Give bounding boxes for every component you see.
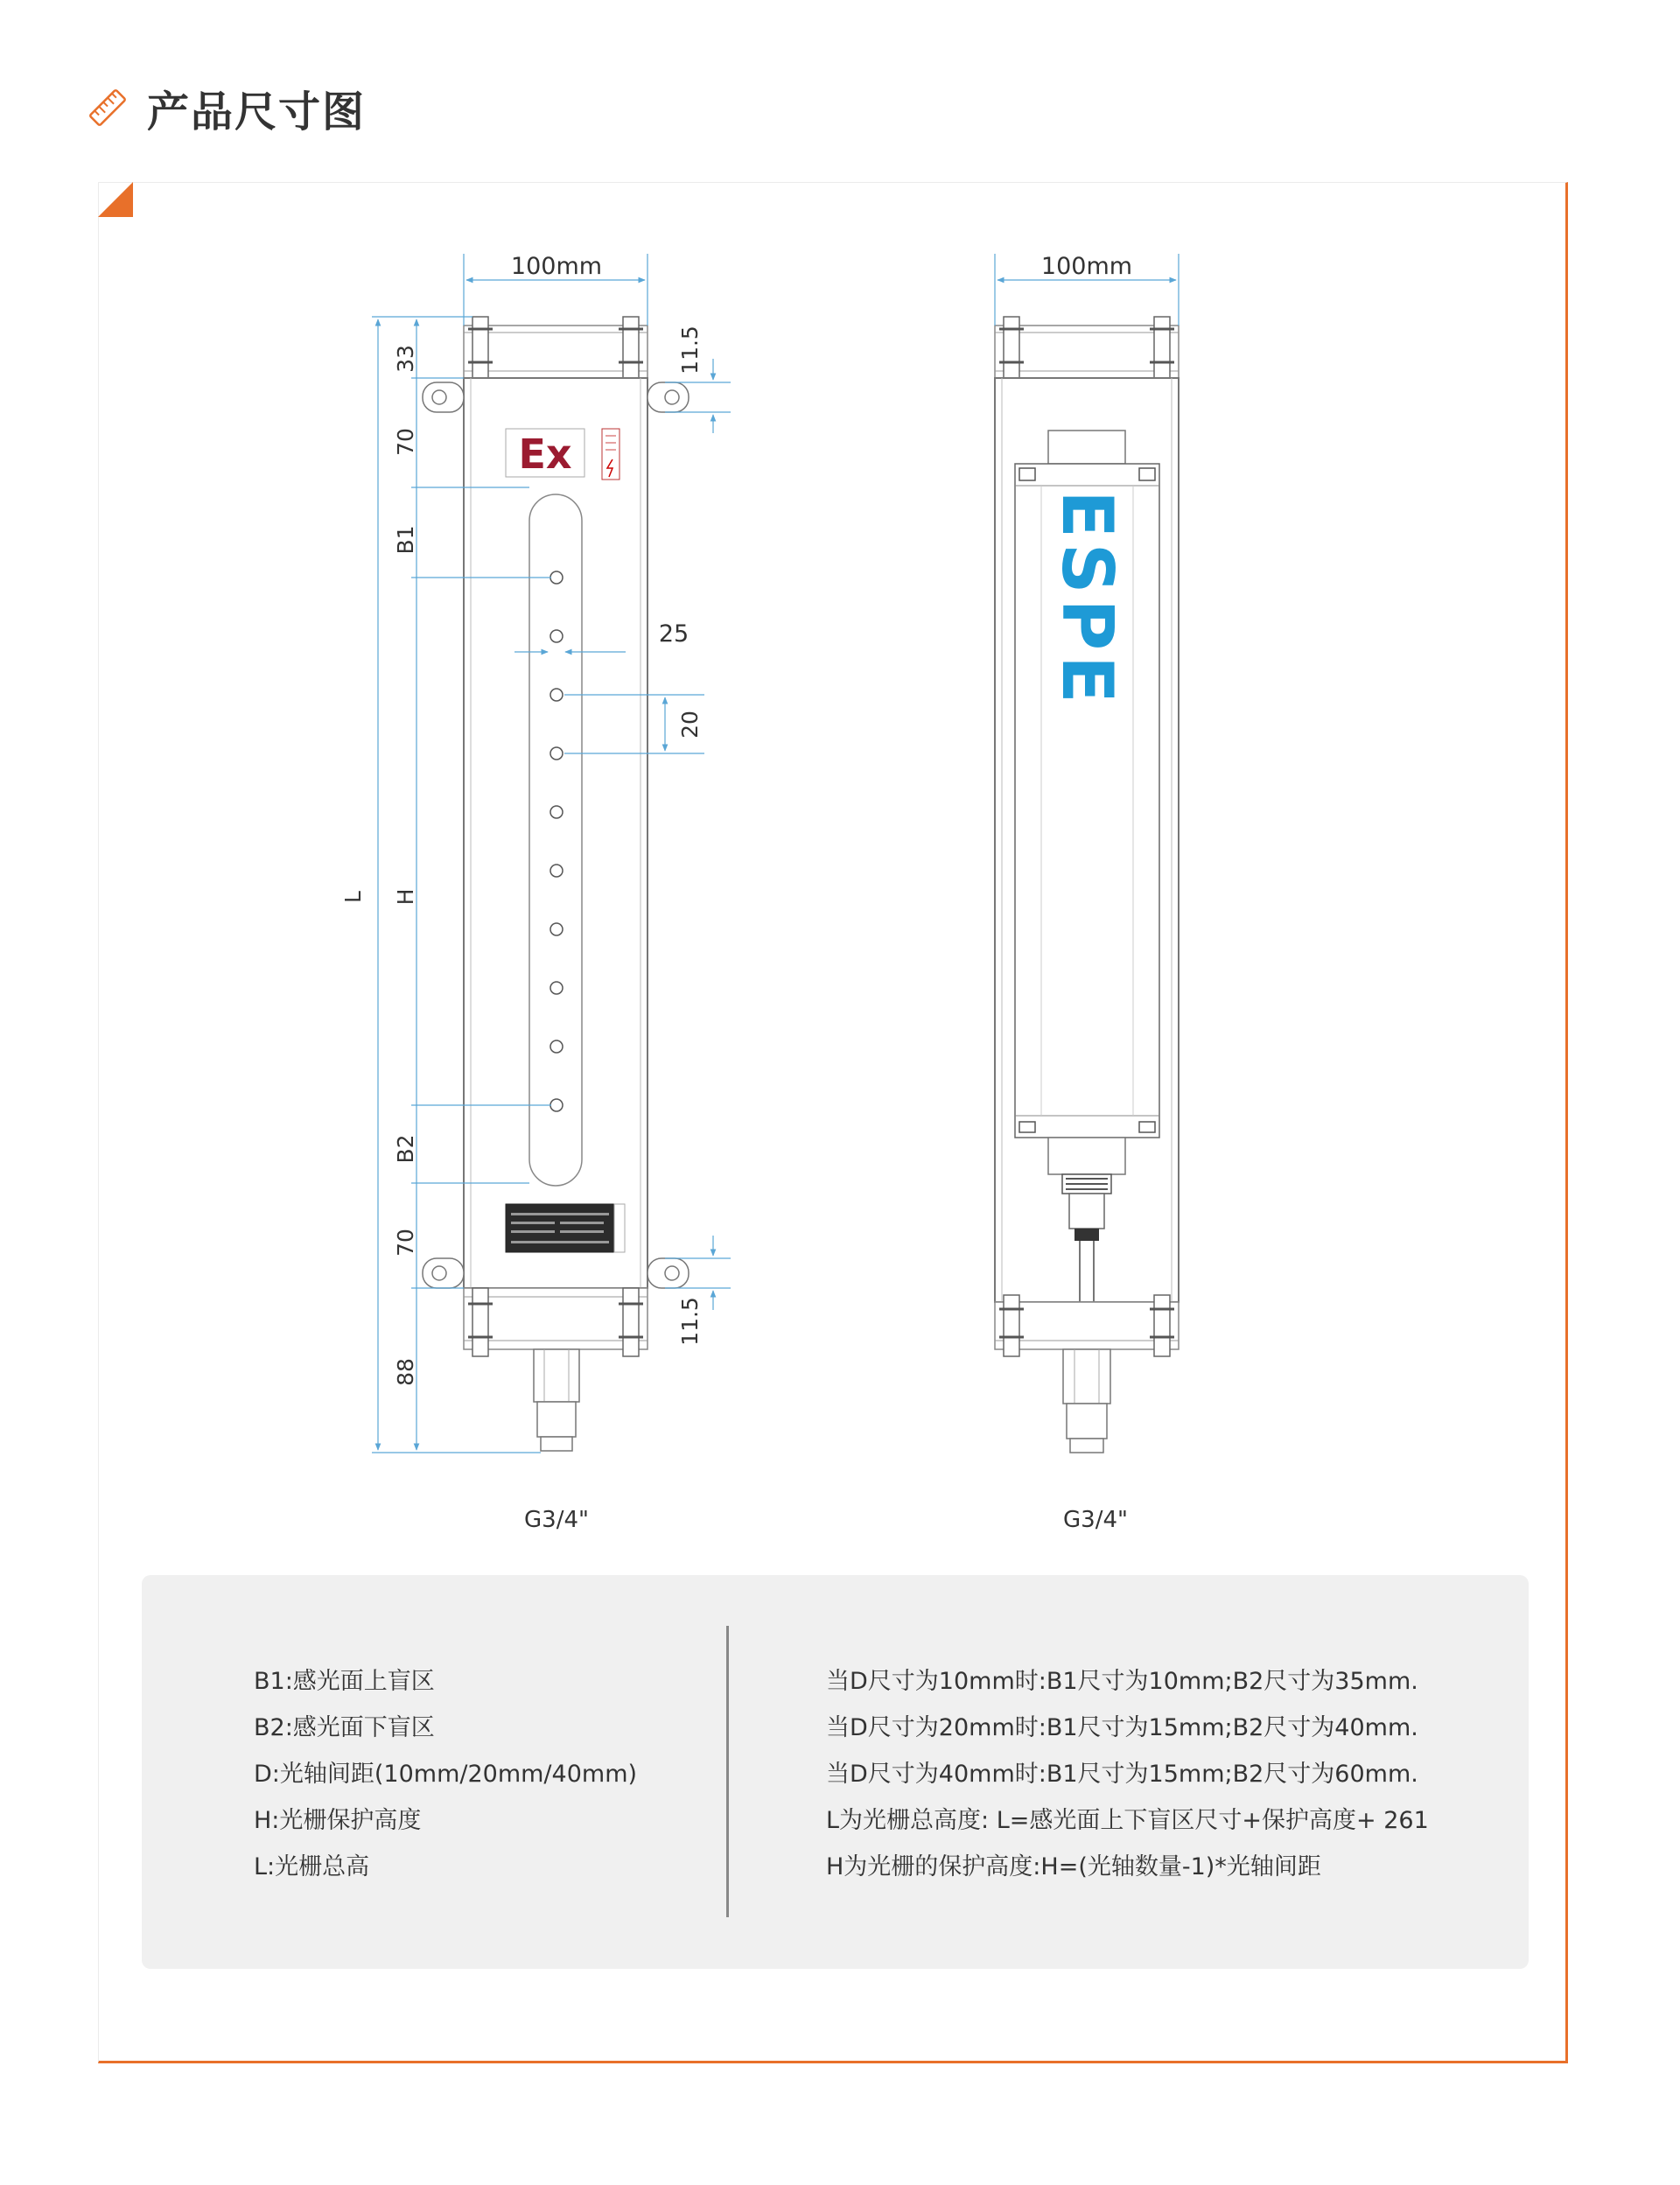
dim-axis-pitch: 20 [677, 711, 703, 739]
ex-mark: Ex [518, 431, 572, 478]
dim-bottom-zone: 70 [393, 1229, 418, 1257]
dim-lens-width: 25 [658, 620, 690, 648]
legend-rule-d10: 当D尺寸为10mm时:B1尺寸为10mm;B2尺寸为35mm. [826, 1668, 1418, 1695]
dim-ear-top: 11.5 [677, 326, 703, 375]
page-title: 产品尺寸图 [147, 87, 367, 137]
side-view [995, 317, 1179, 1453]
legend-item-d: D:光轴间距(10mm/20mm/40mm) [254, 1761, 638, 1788]
dim-top-zone: 70 [393, 428, 418, 456]
front-width-label: 100mm [510, 253, 603, 280]
dim-bottom-bracket: 88 [393, 1358, 418, 1386]
dim-top-bracket: 33 [393, 345, 418, 373]
legend-panel [142, 1575, 1529, 1969]
legend-item-b1: B1:感光面上盲区 [254, 1668, 435, 1695]
dim-b2: B2 [393, 1134, 418, 1164]
legend-rule-d20: 当D尺寸为20mm时:B1尺寸为15mm;B2尺寸为40mm. [826, 1714, 1418, 1741]
legend-item-l: L:光栅总高 [254, 1853, 370, 1880]
legend-item-h: H:光栅保护高度 [254, 1807, 422, 1834]
side-thread-label: G3/4" [1063, 1507, 1128, 1533]
legend-divider [726, 1626, 729, 1917]
front-thread-label: G3/4" [524, 1507, 589, 1533]
dim-total-l: L [340, 891, 366, 903]
side-width-label: 100mm [1040, 253, 1133, 280]
legend-definitions [254, 1658, 637, 1890]
legend-formula-l: L为光栅总高度: L=感光面上下盲区尺寸+保护高度+ 261 [826, 1807, 1429, 1834]
dim-b1: B1 [393, 525, 418, 555]
dim-ear-bottom: 11.5 [677, 1297, 703, 1346]
legend-formulas [826, 1658, 1429, 1890]
dim-h: H [393, 888, 418, 906]
legend-formula-h: H为光栅的保护高度:H=(光轴数量-1)*光轴间距 [826, 1853, 1321, 1880]
legend-rule-d40: 当D尺寸为40mm时:B1尺寸为15mm;B2尺寸为60mm. [826, 1761, 1418, 1788]
brand-logo: ESPE [1046, 490, 1128, 709]
legend-item-b2: B2:感光面下盲区 [254, 1714, 435, 1741]
